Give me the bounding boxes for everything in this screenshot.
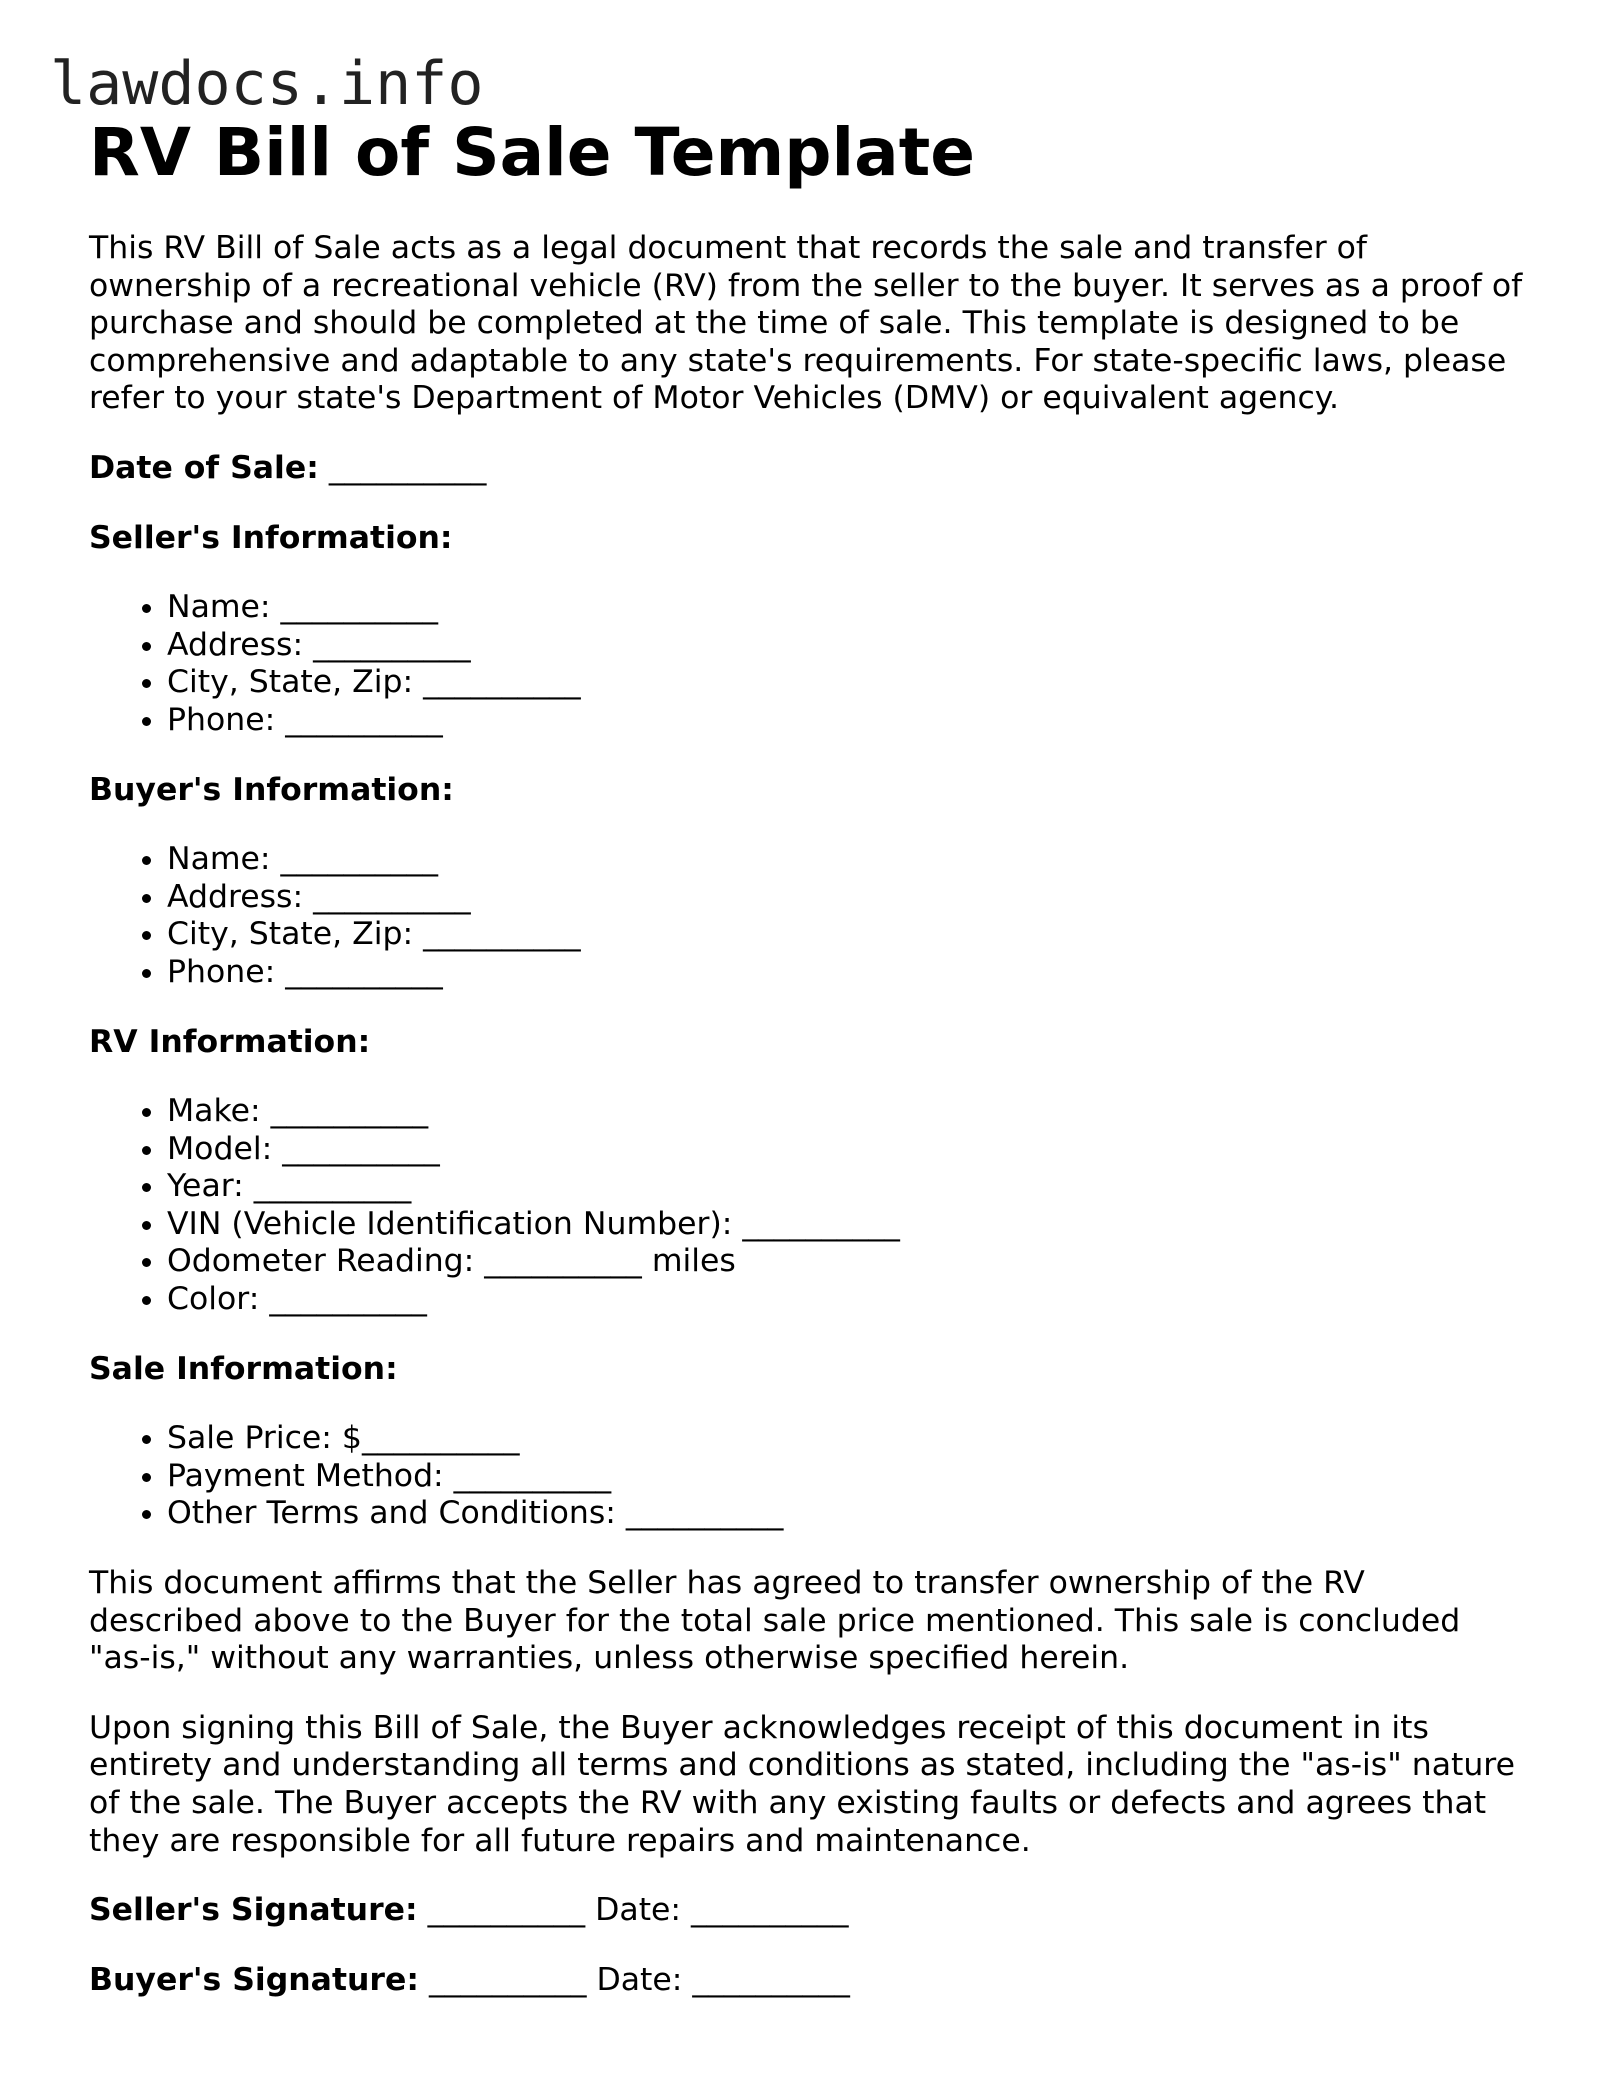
intro-paragraph: This RV Bill of Sale acts as a legal document that records the sale and transfer of ownership of a recreational vehicle (RV) from the seller to the buyer. It serves as a proof of purchase and should be completed at the time of sale. This template is designed to be comprehensive and adaptable to any state's requirements. For state-specific laws, please refer to your state's Department of Motor Vehicles (DMV) or equivalent agency. xyxy=(89,230,1523,417)
seller-signature-blanks: __________ Date: __________ xyxy=(427,1892,849,1929)
sale-info-heading: Sale Information: xyxy=(89,1350,398,1387)
acknowledgement-paragraph: Upon signing this Bill of Sale, the Buyer acknowledges receipt of this document in its entirety and understanding all terms and conditions as stated, including the "as-is" nature of the sale. The Buyer accepts the RV with any existing faults or defects and agrees that they are responsible for all future repairs and maintenance. xyxy=(89,1709,1515,1859)
seller-info-heading: Seller's Information: xyxy=(89,519,453,556)
seller-signature-label: Seller's Signature: xyxy=(89,1892,418,1929)
list-item: • Make: __________ xyxy=(167,1093,1529,1131)
list-item: • Year: __________ xyxy=(167,1168,1529,1206)
list-item: • Other Terms and Conditions: __________ xyxy=(167,1495,1529,1533)
date-of-sale-blank: __________ xyxy=(328,449,487,486)
date-of-sale-label: Date of Sale: xyxy=(89,449,319,486)
list-item: • Payment Method: __________ xyxy=(167,1458,1529,1496)
rv-info-list xyxy=(89,1093,1529,1319)
list-item: • Odometer Reading: __________ miles xyxy=(167,1243,1529,1281)
buyer-signature-line xyxy=(89,1962,1529,2000)
site-watermark: lawdocs.info xyxy=(50,49,484,119)
buyer-info-list xyxy=(89,841,1529,991)
list-item: • Address: __________ xyxy=(167,627,1529,665)
buyer-signature-label: Buyer's Signature: xyxy=(89,1961,419,1998)
rv-info-heading: RV Information: xyxy=(89,1023,371,1060)
list-item: • Sale Price: $__________ xyxy=(167,1420,1529,1458)
document-title: RV Bill of Sale Template xyxy=(89,114,976,191)
document-page xyxy=(89,110,1529,1999)
affirmation-paragraph: This document affirms that the Seller has agreed to transfer ownership of the RV described above to the Buyer for the total sale price mentioned. This sale is concluded "as-is," without any warranties, unless otherwise specified herein. xyxy=(89,1565,1461,1677)
list-item: • Name: __________ xyxy=(167,589,1529,627)
buyer-info-heading: Buyer's Information: xyxy=(89,771,454,808)
list-item: • Phone: __________ xyxy=(167,954,1529,992)
list-item: • Address: __________ xyxy=(167,879,1529,917)
seller-info-list xyxy=(89,589,1529,739)
list-item: • Model: __________ xyxy=(167,1131,1529,1169)
date-of-sale-line xyxy=(89,450,1529,488)
list-item: • VIN (Vehicle Identification Number): __________ xyxy=(167,1206,1529,1244)
list-item: • Color: __________ xyxy=(167,1281,1529,1319)
list-item: • City, State, Zip: __________ xyxy=(167,916,1529,954)
list-item: • Name: __________ xyxy=(167,841,1529,879)
seller-signature-line xyxy=(89,1892,1529,1930)
sale-info-list xyxy=(89,1420,1529,1533)
list-item: • Phone: __________ xyxy=(167,702,1529,740)
buyer-signature-blanks: __________ Date: __________ xyxy=(428,1961,850,1998)
list-item: • City, State, Zip: __________ xyxy=(167,664,1529,702)
